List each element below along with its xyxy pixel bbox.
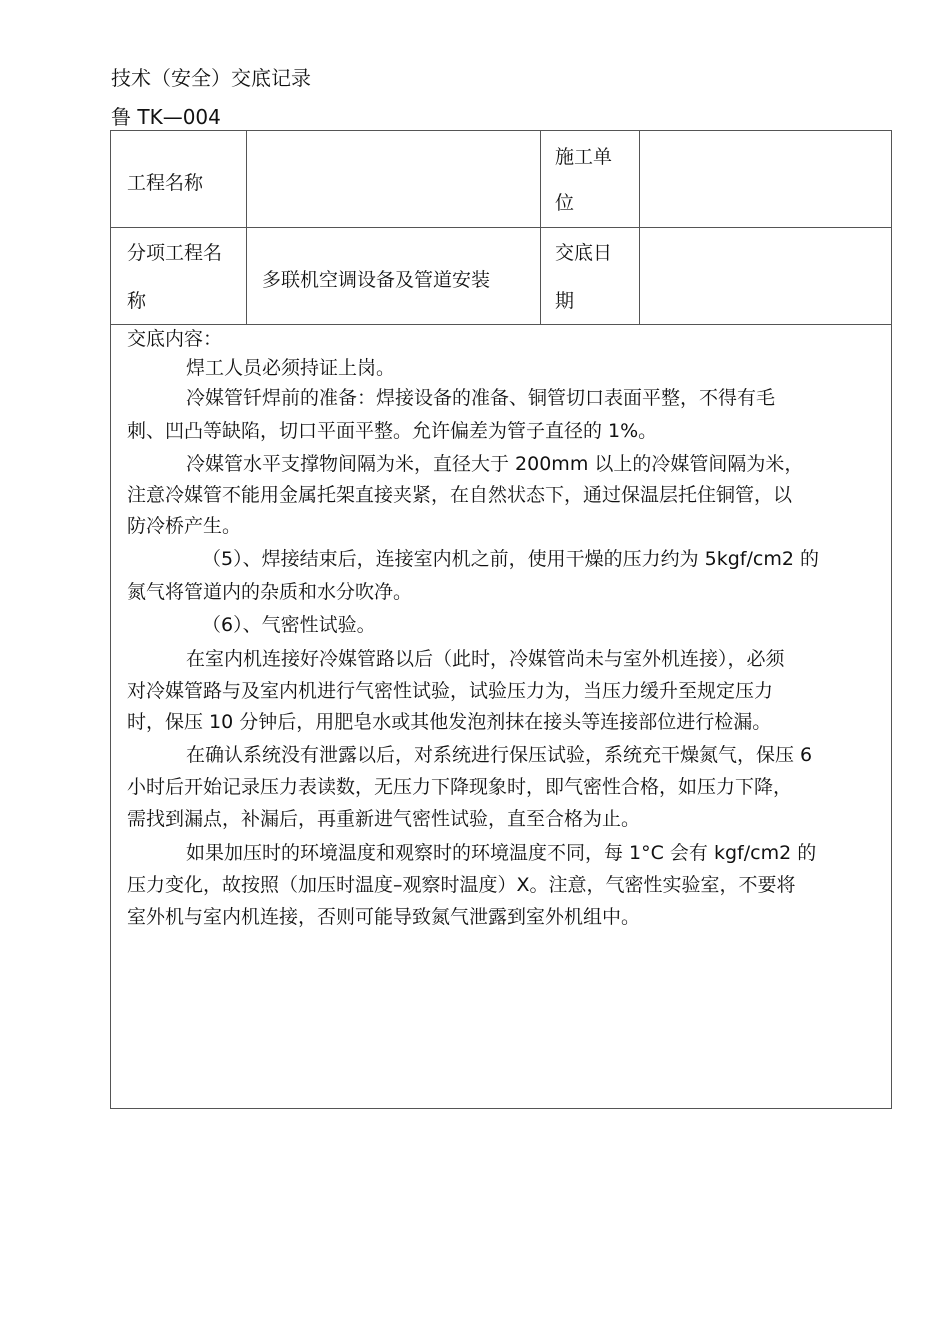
content-line: 室外机与室内机连接，否则可能导致氮气泄露到室外机组中。	[127, 906, 641, 928]
content-line: 冷媒管钎焊前的准备：焊接设备的准备、铜管切口表面平整，不得有毛	[186, 387, 776, 409]
sub-project-label-line1: 分项工程名	[127, 242, 223, 264]
construction-unit-label-line1: 施工单	[555, 146, 613, 168]
table-row-divider	[110, 227, 892, 228]
content-line: 焊工人员必须持证上岗。	[186, 357, 396, 379]
project-name-label: 工程名称	[127, 172, 204, 194]
content-line: 对冷媒管路与及室内机进行气密性试验，试验压力为，当压力缓升至规定压力	[127, 680, 774, 702]
table-row-divider	[110, 324, 892, 325]
table-col-divider	[246, 130, 247, 325]
content-line: 小时后开始记录压力表读数，无压力下降现象时，即气密性合格，如压力下降，	[127, 776, 793, 798]
content-line: 冷媒管水平支撑物间隔为米，直径大于 200mm 以上的冷媒管间隔为米，	[186, 453, 804, 475]
content-line: 压力变化，故按照（加压时温度–观察时温度）X。注意，气密性实验室，不要将	[127, 874, 796, 896]
content-line: 氮气将管道内的杂质和水分吹净。	[127, 581, 413, 603]
table-border-bottom	[110, 1108, 892, 1109]
construction-unit-label-line2: 位	[555, 192, 575, 214]
table-col-divider	[540, 130, 541, 325]
sub-project-value: 多联机空调设备及管道安装	[262, 269, 491, 291]
content-line: （6）、气密性试验。	[202, 614, 376, 636]
document-code: 鲁 TK—004	[111, 105, 221, 129]
document-title: 技术（安全）交底记录	[111, 66, 311, 90]
table-border-top	[110, 130, 892, 131]
table-border-right	[891, 130, 892, 1109]
content-line: 刺、凹凸等缺陷，切口平面平整。允许偏差为管子直径的 1%。	[127, 420, 658, 442]
content-line: 时，保压 10 分钟后，用肥皂水或其他发泡剂抹在接头等连接部位进行检漏。	[127, 711, 772, 733]
content-line: 如果加压时的环境温度和观察时的环境温度不同，每 1°C 会有 kgf/cm2 的	[186, 842, 817, 864]
content-line: 在确认系统没有泄露以后，对系统进行保压试验，系统充干燥氮气，保压 6	[186, 744, 813, 766]
content-label: 交底内容：	[127, 328, 223, 350]
content-line: （5）、焊接结束后，连接室内机之前，使用干燥的压力约为 5kgf/cm2 的	[202, 548, 819, 570]
content-line: 在室内机连接好冷媒管路以后（此时，冷媒管尚未与室外机连接），必须	[186, 648, 785, 670]
content-line: 防冷桥产生。	[127, 515, 242, 537]
table-border-left	[110, 130, 111, 1109]
content-line: 注意冷媒管不能用金属托架直接夹紧，在自然状态下，通过保温层托住铜管，以	[127, 484, 793, 506]
disclosure-date-label-line1: 交底日	[555, 242, 613, 264]
disclosure-date-label-line2: 期	[555, 290, 575, 312]
table-col-divider	[639, 130, 640, 325]
sub-project-label-line2: 称	[127, 290, 147, 312]
content-line: 需找到漏点，补漏后，再重新进气密性试验，直至合格为止。	[127, 808, 641, 830]
